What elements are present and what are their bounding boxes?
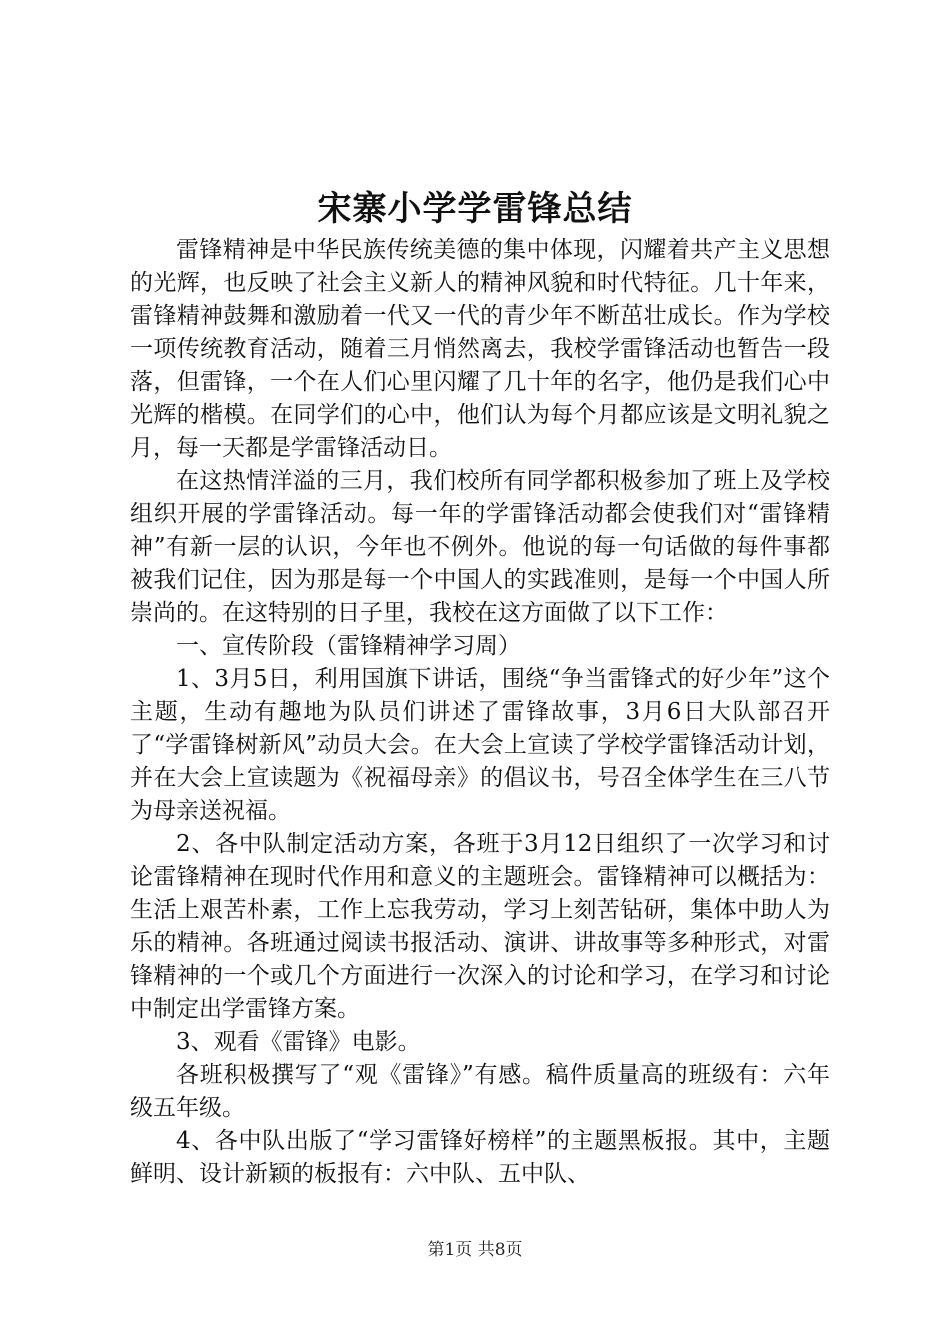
section-heading: 一、宣传阶段（雷锋精神学习周）	[176, 633, 521, 659]
page-footer: 第1页 共8页	[427, 1240, 523, 1260]
document-body	[130, 234, 830, 1191]
paragraph: 3、观看《雷锋》电影。	[176, 1029, 421, 1055]
paragraph: 4、各中队出版了“学习雷锋好榜样”的主题黑板报。其中，主题鲜明、设计新颖的板报有：六中队、五中队、	[130, 1128, 830, 1187]
document-title: 宋寨小学学雷锋总结	[317, 189, 633, 229]
paragraph: 在这热情洋溢的三月，我们校所有同学都积极参加了班上及学校组织开展的学雷锋活动。每一年的学雷锋活动都会使我们对“雷锋精神”有新一层的认识，今年也不例外。他说的每一句话做的每件事都被我们记住，因为那是每一个中国人的实践准则，是每一个中国人所崇尚的。在这特别的日子里，我校在这方面做了以下工作：	[130, 468, 830, 626]
paragraph: 2、各中队制定活动方案，各班于3月12日组织了一次学习和讨论雷锋精神在现时代作用和意义的主题班会。雷锋精神可以概括为：生活上艰苦朴素，工作上忘我劳动，学习上刻苦钻研，集体中助人为乐的精神。各班通过阅读书报活动、演讲、讲故事等多种形式，对雷锋精神的一个或几个方面进行一次深入的讨论和学习，在学习和讨论中制定出学雷锋方案。	[130, 831, 830, 1022]
paragraph: 雷锋精神是中华民族传统美德的集中体现，闪耀着共产主义思想的光辉，也反映了社会主义新人的精神风貌和时代特征。几十年来，雷锋精神鼓舞和激励着一代又一代的青少年不断茁壮成长。作为学校一项传统教育活动，随着三月悄然离去，我校学雷锋活动也暂告一段落，但雷锋，一个在人们心里闪耀了几十年的名字，他仍是我们心中光辉的楷模。在同学们的心中，他们认为每个月都应该是文明礼貌之月，每一天都是学雷锋活动日。	[130, 237, 830, 461]
paragraph: 各班积极撰写了“观《雷锋》”有感。稿件质量高的班级有：六年级五年级。	[130, 1062, 830, 1121]
paragraph: 1、3月5日，利用国旗下讲话，围绕“争当雷锋式的好少年”这个主题，生动有趣地为队员们讲述了雷锋故事，3月6日大队部召开了“学雷锋树新风”动员大会。在大会上宣读了学校学雷锋活动计划，并在大会上宣读题为《祝福母亲》的倡议书，号召全体学生在三八节为母亲送祝福。	[130, 666, 830, 824]
